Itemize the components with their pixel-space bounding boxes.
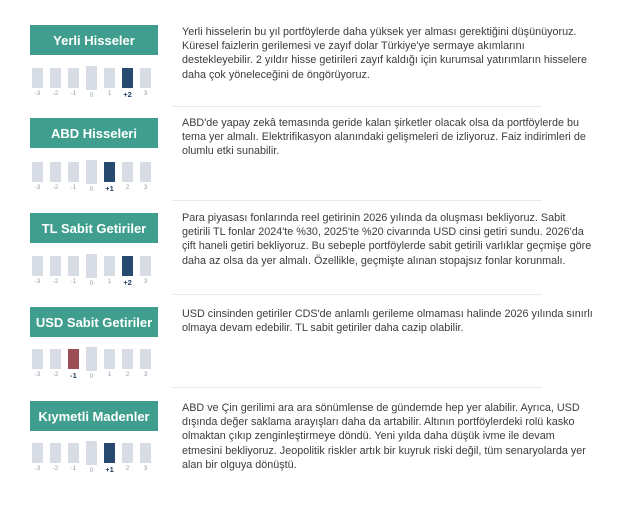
rating-bar: [140, 256, 151, 276]
rating-bar: [68, 256, 79, 276]
rating-bar: [32, 256, 43, 276]
asset-class-commentary: Para piyasası fonlarında reel getirinin 2026 yılında da oluşması bekliyoruz. Sabit getirili TL fonlar 2024'te %30, 2025'te %20 civarında USD cinsi getiri sundu. 2026'da çift haneli getiri bekliyoruz. Bu sebeple portföylerde sabit getirili varlıklar geçmişe göre daha az olsa da yer almalı. Özellikle, geçmişte alınan stopajsız fonlar korunmalı.: [182, 212, 592, 267]
rating-tick-label: 3: [143, 90, 148, 97]
asset-class-commentary: ABD ve Çin gerilimi ara ara sönümlense de gündemde hep yer alabilir. Ayrıca, USD dışında değer saklama arayışları daha da artabilir. Altının portföylerdeki rolü kasko olmaktan çıkıp zenginleştirmeye döndü. Yeni yılda daha düşük ivme ile devam etmesini bekliyoruz. Jeopolitik riskler artık bir kuyruk riski değil, tüm senaryolarda yer alan bir olguya dönüştü.: [182, 402, 586, 471]
rating-bar: [68, 443, 79, 463]
asset-class-commentary: USD cinsinden getiriler CDS'de anlamlı gerileme olmaması halinde 2026 yılında sınırlı olmaya devam edebilir. TL sabit getiriler daha cazip olabilir.: [182, 308, 593, 335]
rating-bar: [50, 349, 61, 369]
rating-tick-label: 0: [89, 373, 94, 380]
rating-tick-label: 3: [143, 278, 148, 285]
rating-tick-label: -1: [70, 278, 77, 285]
rating-bar-selected: [68, 349, 79, 369]
rating-tick-label: 2: [125, 465, 130, 472]
section-divider: [172, 200, 542, 201]
asset-class-title: ABD Hisseleri: [30, 118, 158, 148]
rating-bar: [104, 68, 115, 88]
rating-tick-label: -3: [34, 90, 41, 97]
asset-class-title: USD Sabit Getiriler: [30, 307, 158, 337]
rating-value-label: -1: [70, 371, 77, 380]
rating-bar: [86, 441, 97, 465]
rating-bar: [140, 162, 151, 182]
rating-tick-label: 2: [125, 371, 130, 378]
rating-tick-label: 2: [125, 184, 130, 191]
section-divider: [172, 387, 542, 388]
rating-bar: [104, 349, 115, 369]
rating-bar: [140, 68, 151, 88]
rating-tick-label: 3: [143, 184, 148, 191]
rating-value-label: +1: [105, 184, 114, 193]
rating-tick-label: -3: [34, 371, 41, 378]
rating-bar-selected: [122, 256, 133, 276]
rating-bar: [140, 349, 151, 369]
asset-class-title: TL Sabit Getiriler: [30, 213, 158, 243]
rating-tick-label: 1: [107, 278, 112, 285]
rating-scale: [30, 250, 158, 290]
rating-bar: [68, 162, 79, 182]
rating-bar: [86, 347, 97, 371]
rating-tick-label: -3: [34, 184, 41, 191]
rating-bar: [50, 443, 61, 463]
rating-bar: [32, 349, 43, 369]
rating-tick-label: 0: [89, 186, 94, 193]
rating-value-label: +2: [123, 90, 132, 99]
rating-value-label: +1: [105, 465, 114, 474]
rating-tick-label: -2: [52, 465, 59, 472]
rating-bar: [32, 68, 43, 88]
rating-scale: [30, 62, 158, 102]
rating-bar-selected: [104, 162, 115, 182]
rating-tick-label: 3: [143, 371, 148, 378]
rating-bar: [122, 162, 133, 182]
rating-tick-label: -1: [70, 465, 77, 472]
rating-bar: [50, 68, 61, 88]
asset-class-title: Yerli Hisseler: [30, 25, 158, 55]
rating-bar: [122, 443, 133, 463]
rating-bar: [50, 256, 61, 276]
rating-scale: [30, 343, 158, 383]
rating-tick-label: -2: [52, 278, 59, 285]
rating-bar: [68, 68, 79, 88]
rating-tick-label: -2: [52, 90, 59, 97]
rating-tick-label: 1: [107, 371, 112, 378]
asset-class-title: Kıymetli Madenler: [30, 401, 158, 431]
rating-tick-label: 0: [89, 280, 94, 287]
asset-class-commentary: Yerli hisselerin bu yıl portföylerde daha yüksek yer alması gerektiğini düşünüyoruz. Küresel faizlerin gerilemesi ve zayıf dolar Türkiye'ye sermaye akımlarını destekleyebilir. 2 yıldır hisse getirileri zayıf kaldığı için kurumsal yatırımların hisselere daha çok yöneleceğini de öngörüyoruz.: [182, 26, 588, 81]
rating-tick-label: -3: [34, 278, 41, 285]
rating-bar: [86, 160, 97, 184]
rating-bar: [32, 162, 43, 182]
rating-bar-selected: [122, 68, 133, 88]
rating-tick-label: -1: [70, 90, 77, 97]
rating-tick-label: -2: [52, 371, 59, 378]
rating-tick-label: -3: [34, 465, 41, 472]
rating-tick-label: -1: [70, 184, 77, 191]
rating-value-label: +2: [123, 278, 132, 287]
rating-tick-label: 1: [107, 90, 112, 97]
asset-class-commentary: ABD'de yapay zekâ temasında geride kalan şirketler olacak olsa da portföylerde bu tema yer almalı. Elektrifikasyon alanındaki gelişmeleri de izliyoruz. Faiz indirimleri de olumlu etki sunabilir.: [182, 117, 586, 158]
rating-bar: [86, 66, 97, 90]
rating-bar-selected: [104, 443, 115, 463]
rating-scale: [30, 156, 158, 196]
rating-tick-label: 0: [89, 467, 94, 474]
rating-scale: [30, 437, 158, 477]
rating-tick-label: 0: [89, 92, 94, 99]
section-divider: [172, 106, 542, 107]
rating-bar: [86, 254, 97, 278]
rating-bar: [104, 256, 115, 276]
rating-tick-label: -2: [52, 184, 59, 191]
rating-bar: [122, 349, 133, 369]
section-divider: [172, 294, 542, 295]
rating-bar: [50, 162, 61, 182]
rating-bar: [140, 443, 151, 463]
rating-tick-label: 3: [143, 465, 148, 472]
rating-bar: [32, 443, 43, 463]
